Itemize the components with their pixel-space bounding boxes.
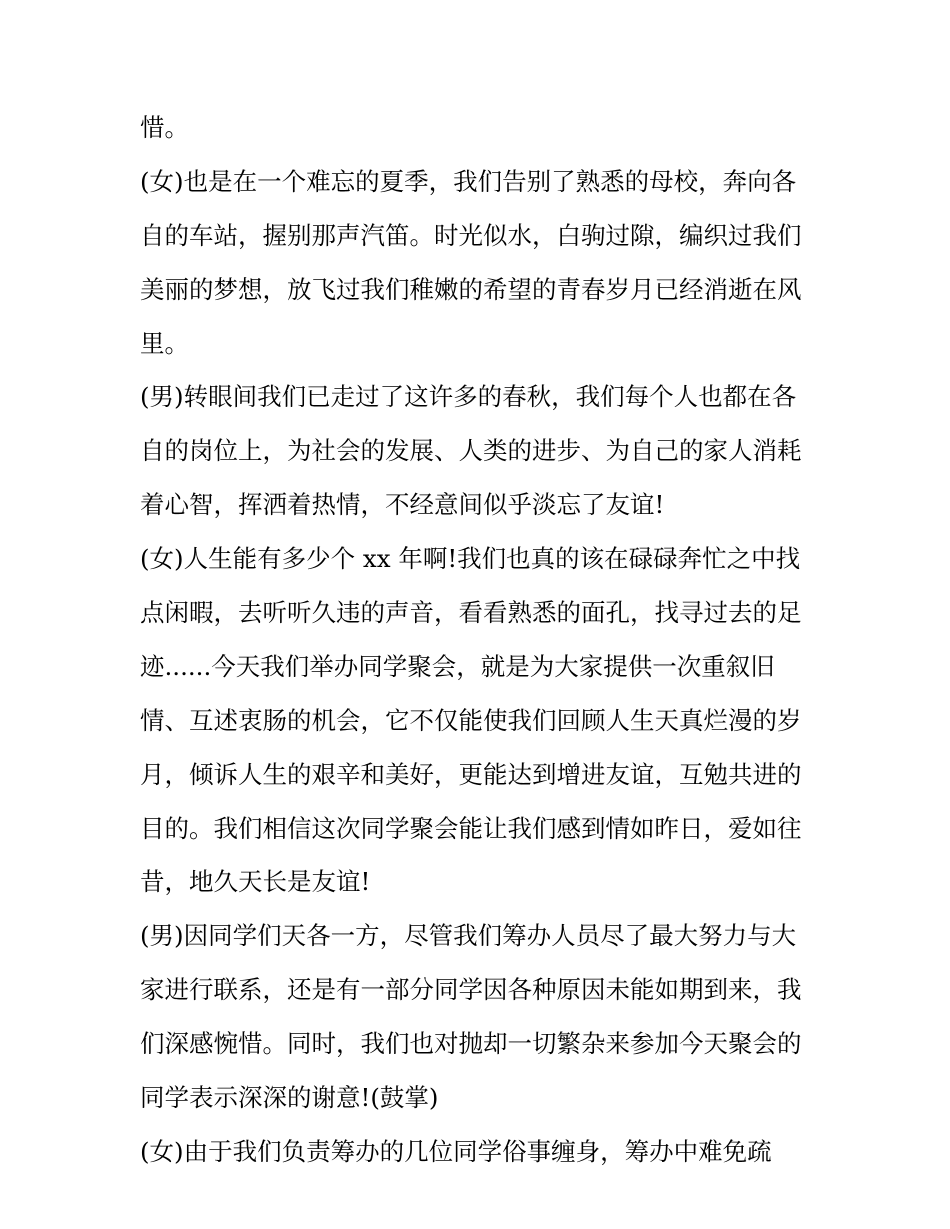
- text-line: (女)也是在一个难忘的夏季，我们告别了熟悉的母校，奔向各: [140, 166, 797, 196]
- text-line: 迹......今天我们举办同学聚会，就是为大家提供一次重叙旧: [140, 651, 775, 681]
- text-line: 同学表示深深的谢意!(鼓掌): [140, 1083, 439, 1113]
- text-line: 着心智，挥洒着热情，不经意间似乎淡忘了友谊!: [140, 490, 665, 520]
- text-line: 里。: [140, 328, 189, 358]
- text-line: 们深感惋惜。同时，我们也对抛却一切繁杂来参加今天聚会的: [140, 1029, 802, 1059]
- text-line: 美丽的梦想，放飞过我们稚嫩的希望的青春岁月已经消逝在风: [140, 274, 802, 304]
- text-line: 目的。我们相信这次同学聚会能让我们感到情如昨日，爱如往: [140, 813, 802, 843]
- text-line: 月，倾诉人生的艰辛和美好，更能达到增进友谊，互勉共进的: [140, 759, 802, 789]
- text-line: 情、互述衷肠的机会，它不仅能使我们回顾人生天真烂漫的岁: [140, 705, 802, 735]
- text-line: 惜。: [140, 113, 189, 142]
- text-line: 点闲暇，去听听久违的声音，看看熟悉的面孔，找寻过去的足: [140, 598, 802, 628]
- text-line: 昔，地久天长是友谊!: [140, 867, 371, 897]
- text-line: (男)因同学们天各一方，尽管我们筹办人员尽了最大努力与大: [140, 921, 797, 951]
- text-line: 家进行联系，还是有一部分同学因各种原因未能如期到来，我: [140, 975, 802, 1005]
- document-body: [140, 108, 820, 1186]
- text-line: (女)人生能有多少个 xx 年啊!我们也真的该在碌碌奔忙之中找: [140, 544, 801, 574]
- text-line: (女)由于我们负责筹办的几位同学俗事缠身，筹办中难免疏: [140, 1136, 772, 1166]
- text-line: 自的岗位上，为社会的发展、人类的进步、为自己的家人消耗: [140, 436, 802, 466]
- text-line: 自的车站，握别那声汽笛。时光似水，白驹过隙，编织过我们: [140, 220, 802, 250]
- text-line: (男)转眼间我们已走过了这许多的春秋，我们每个人也都在各: [140, 382, 797, 412]
